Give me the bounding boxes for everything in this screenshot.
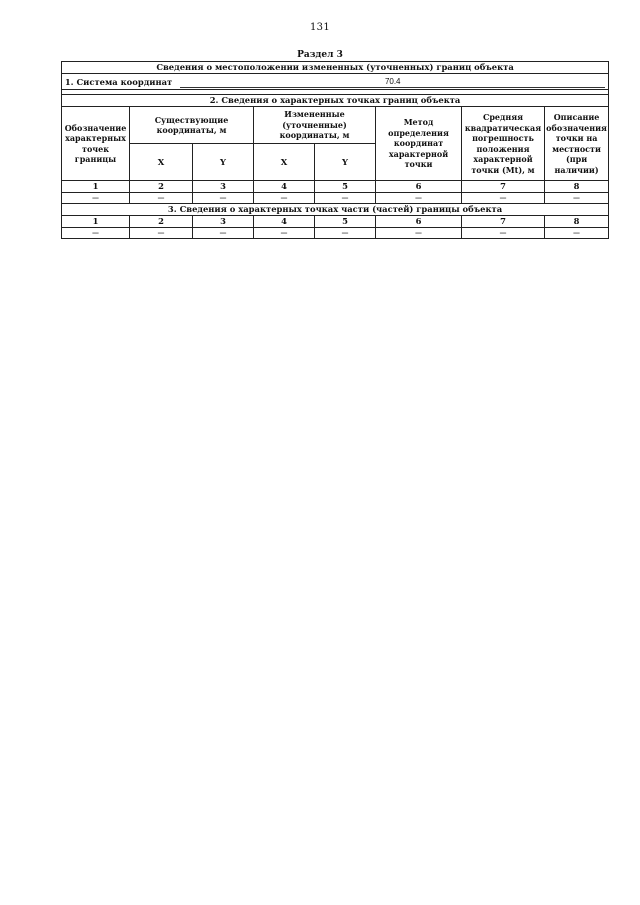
coordinate-system-row <box>62 74 609 90</box>
boundary-table <box>61 61 609 239</box>
empty-value-dash: — <box>254 227 315 239</box>
header-existing-coords: Существующие координаты, м <box>130 107 254 144</box>
empty-value-dash: — <box>545 192 609 204</box>
column-number-row <box>62 181 609 193</box>
empty-value-dash: — <box>193 227 254 239</box>
header-changed-x: X <box>254 144 315 181</box>
header-existing-x: X <box>130 144 193 181</box>
table-row <box>62 227 609 239</box>
header-point-designation: Обозначение характерных точек границы <box>62 107 130 181</box>
header-changed-coords: Измененные (уточненные) координаты, м <box>254 107 376 144</box>
column-number: 6 <box>376 181 462 193</box>
column-number: 5 <box>315 216 376 228</box>
header-changed-y: Y <box>315 144 376 181</box>
column-number: 4 <box>254 216 315 228</box>
header-method: Метод определения координат характерной точки <box>376 107 462 181</box>
empty-value-dash: — <box>315 192 376 204</box>
column-number: 3 <box>193 181 254 193</box>
section-label: Раздел 3 <box>297 50 343 60</box>
column-number: 1 <box>62 216 130 228</box>
part-points-title: 3. Сведения о характерных точках части (частей) границы объекта <box>62 204 609 216</box>
empty-value-dash: — <box>130 227 193 239</box>
column-number: 5 <box>315 181 376 193</box>
empty-value-dash: — <box>193 192 254 204</box>
header-accuracy: Средняя квадратическая погрешность положения характерной точки (Mt), м <box>462 107 545 181</box>
coordinate-system-value: 70.4 <box>180 76 605 88</box>
column-number: 2 <box>130 216 193 228</box>
column-number: 8 <box>545 216 609 228</box>
page-number: 131 <box>310 22 330 33</box>
empty-value-dash: — <box>315 227 376 239</box>
column-number: 3 <box>193 216 254 228</box>
column-number: 4 <box>254 181 315 193</box>
header-description: Описание обозначения точки на местности (при наличии) <box>545 107 609 181</box>
column-number: 8 <box>545 181 609 193</box>
header-existing-y: Y <box>193 144 254 181</box>
empty-value-dash: — <box>130 192 193 204</box>
column-number: 7 <box>462 181 545 193</box>
section-title: Сведения о местоположении измененных (уточненных) границ объекта <box>62 62 609 74</box>
coordinate-system-label: 1. Система координат <box>64 77 173 87</box>
empty-value-dash: — <box>254 192 315 204</box>
table-row <box>62 192 609 204</box>
column-number: 7 <box>462 216 545 228</box>
empty-value-dash: — <box>62 227 130 239</box>
column-number-row <box>62 216 609 228</box>
characteristic-points-title: 2. Сведения о характерных точках границ объекта <box>62 95 609 107</box>
empty-value-dash: — <box>462 227 545 239</box>
column-number: 6 <box>376 216 462 228</box>
empty-value-dash: — <box>376 227 462 239</box>
empty-value-dash: — <box>545 227 609 239</box>
empty-value-dash: — <box>376 192 462 204</box>
empty-value-dash: — <box>462 192 545 204</box>
empty-value-dash: — <box>62 192 130 204</box>
column-number: 1 <box>62 181 130 193</box>
column-number: 2 <box>130 181 193 193</box>
